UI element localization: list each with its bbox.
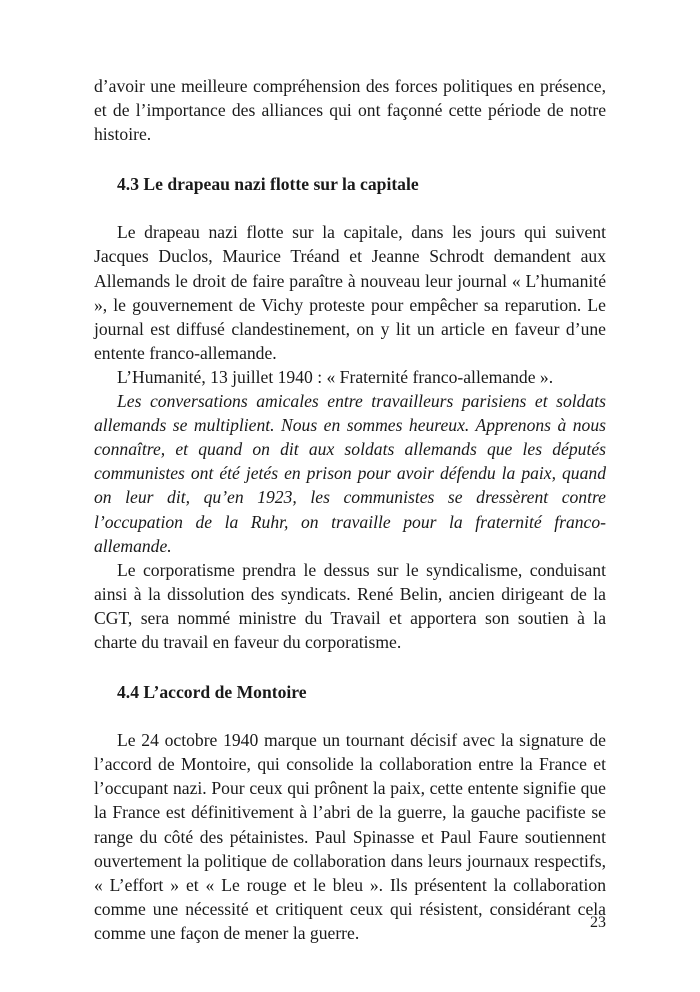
page-body (94, 74, 606, 945)
paragraph-montoire: Le 24 octobre 1940 marque un tournant décisif avec la signature de l’accord de Montoire, qui consolide la collaboration entre la France et l’occupant nazi. Pour ceux qui prônent la paix, cette entente signifie que la France est définitivement à l’abri de la guerre, la gauche pacifiste se range du côté des pétainistes. Paul Spinasse et Paul Faure soutiennent ouvertement la politique de collaboration dans leurs journaux respectifs, « L’effort » et « Le rouge et le bleu ». Ils présentent la collaboration comme une nécessité et critiquent ceux qui résistent, considérant cela comme une façon de mener la guerre. (94, 730, 606, 943)
paragraph-drapeau: Le drapeau nazi flotte sur la capitale, dans les jours qui suivent Jacques Duclos, Maurice Tréand et Jeanne Schrodt demandent aux Allemands le droit de faire paraître à nouveau leur journal « L’humanité », le gouvernement de Vichy proteste pour empêcher sa reparution. Le journal est diffusé clandestinement, on y lit un article en faveur d’une entente franco-allemande. (94, 222, 606, 363)
quote-fraternite: Les conversations amicales entre travailleurs parisiens et soldats allemands se multiplient. Nous en sommes heureux. Apprenons à nous connaître, et quand on dit aux soldats allemands que les députés communistes ont été jetés en prison pour avoir défendu la paix, quand on leur dit, qu’en 1923, les communistes se dressèrent contre l’occupation de la Ruhr, on travaille pour la fraternité franco-allemande. (94, 391, 606, 556)
paragraph-continuation: d’avoir une meilleure compréhension des forces politiques en présence, et de l’importance des alliances qui ont façonné cette période de notre histoire. (94, 76, 606, 145)
page-number: 23 (590, 914, 606, 931)
paragraph-humanite-date: L’Humanité, 13 juillet 1940 : « Fraternité franco-allemande ». (117, 366, 554, 387)
section-heading-4-4: 4.4 L’accord de Montoire (117, 682, 307, 703)
section-heading-4-3: 4.3 Le drapeau nazi flotte sur la capitale (117, 174, 419, 195)
paragraph-corporatisme: Le corporatisme prendra le dessus sur le syndicalisme, conduisant ainsi à la dissolution des syndicats. René Belin, ancien dirigeant de la CGT, sera nommé ministre du Travail et apportera son soutien à la charte du travail en faveur du corporatisme. (94, 559, 606, 652)
